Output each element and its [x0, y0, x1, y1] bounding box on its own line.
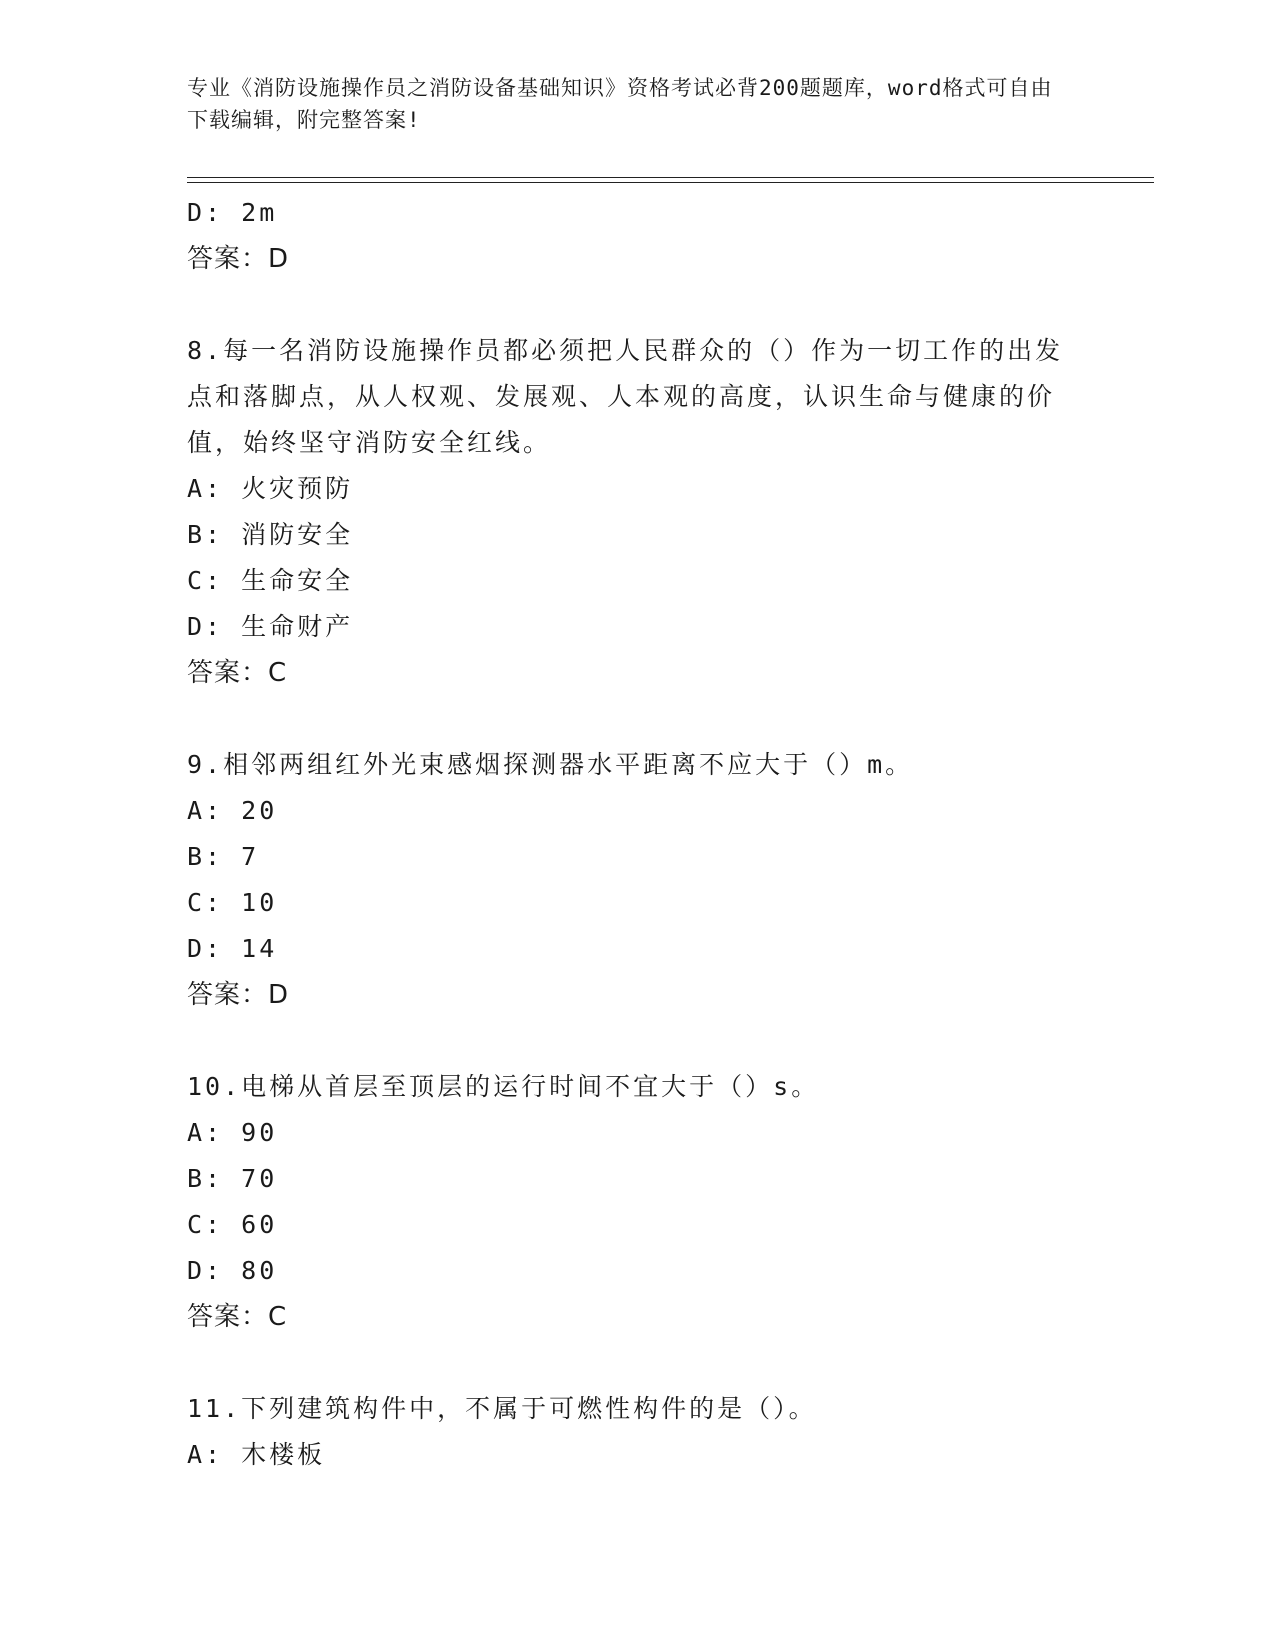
document-body — [187, 190, 1087, 1478]
spacer — [187, 696, 1087, 742]
question-9 — [187, 742, 1087, 1018]
question-7-tail — [187, 190, 1087, 282]
option-c: C: 60 — [187, 1210, 278, 1239]
header-rule-top — [187, 177, 1154, 178]
header-rule-bottom — [187, 182, 1154, 183]
option-b: B: 7 — [187, 842, 260, 871]
question-text: 10.电梯从首层至顶层的运行时间不宜大于（）s。 — [187, 1072, 820, 1101]
question-text: 11.下列建筑构件中，不属于可燃性构件的是（）。 — [187, 1394, 817, 1423]
option-a: A: 火灾预防 — [187, 474, 354, 503]
answer-line: 答案：C — [187, 1302, 288, 1332]
question-11 — [187, 1386, 1087, 1478]
option-d: D: 80 — [187, 1256, 278, 1285]
question-text: 9.相邻两组红外光束感烟探测器水平距离不应大于（）m。 — [187, 750, 914, 779]
answer-line: 答案：C — [187, 658, 288, 688]
answer-line: 答案：D — [187, 244, 290, 274]
option-d: D: 生命财产 — [187, 612, 354, 641]
question-10 — [187, 1064, 1087, 1340]
option-b: B: 70 — [187, 1164, 278, 1193]
option-a: A: 木楼板 — [187, 1440, 326, 1469]
answer-line: 答案：D — [187, 980, 290, 1010]
question-text: 8.每一名消防设施操作员都必须把人民群众的（）作为一切工作的出发点和落脚点，从人权观、发展观、人本观的高度，认识生命与健康的价值，始终坚守消防安全红线。 — [187, 336, 1064, 457]
option-c: C: 10 — [187, 888, 278, 917]
spacer — [187, 1018, 1087, 1064]
spacer — [187, 282, 1087, 328]
option-a: A: 20 — [187, 796, 278, 825]
option-d: D: 2m — [187, 198, 278, 227]
option-b: B: 消防安全 — [187, 520, 354, 549]
option-a: A: 90 — [187, 1118, 278, 1147]
question-8 — [187, 328, 1087, 696]
option-c: C: 生命安全 — [187, 566, 354, 595]
spacer — [187, 1340, 1087, 1386]
page-header: 专业《消防设施操作员之消防设备基础知识》资格考试必背200题题库，word格式可自由下载编辑，附完整答案! — [187, 76, 1053, 132]
option-d: D: 14 — [187, 934, 278, 963]
